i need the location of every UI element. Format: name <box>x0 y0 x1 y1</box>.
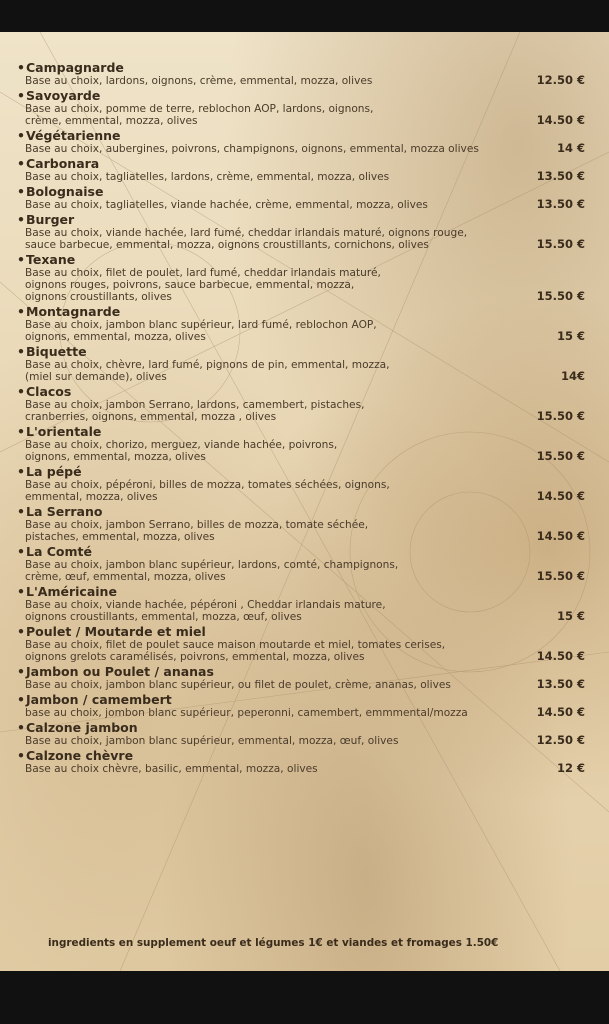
menu-item-description: Base au choix, jambon Serrano, billes de mozza, tomate séchée, <box>25 519 369 531</box>
menu-page <box>0 32 609 971</box>
menu-item-price: 15 € <box>556 609 585 623</box>
menu-item <box>17 544 591 583</box>
menu-item-name: • Jambon / camembert <box>17 692 591 707</box>
menu-item-description: oignons croustillants, olives <box>25 291 172 303</box>
menu-item-description: Base au choix, jambon blanc supérieur, ou filet de poulet, crème, ananas, olives <box>25 679 451 691</box>
menu-item-name: • Burger <box>17 212 591 227</box>
menu-item-description: emmental, mozza, olives <box>25 491 158 503</box>
menu-item-price: 14.50 € <box>536 489 585 503</box>
menu-item <box>17 156 591 183</box>
menu-item <box>17 748 591 775</box>
menu-item-description: crème, emmental, mozza, olives <box>25 115 198 127</box>
menu-item-price: 12 € <box>556 761 585 775</box>
menu-item <box>17 624 591 663</box>
menu-item-price: 15.50 € <box>536 409 585 423</box>
menu-item-description: oignons, emmental, mozza, olives <box>25 331 206 343</box>
menu-item <box>17 212 591 251</box>
menu-item-description: (miel sur demande), olives <box>25 371 167 383</box>
menu-item-description: Base au choix, lardons, oignons, crème, emmental, mozza, olives <box>25 75 373 87</box>
menu-item <box>17 720 591 747</box>
menu-item-description: base au choix, jombon blanc supérieur, peperonni, camembert, emmmental/mozza <box>25 707 468 719</box>
menu-item-name: • Végétarienne <box>17 128 591 143</box>
menu-item-description: Base au choix, jambon blanc supérieur, lard fumé, reblochon AOP, <box>25 319 377 331</box>
menu-item <box>17 60 591 87</box>
menu-item <box>17 88 591 127</box>
menu-item-description: Base au choix, pomme de terre, reblochon AOP, lardons, oignons, <box>25 103 374 115</box>
menu-item-price: 14€ <box>560 369 585 383</box>
menu-item <box>17 384 591 423</box>
menu-item <box>17 504 591 543</box>
supplement-note: ingredients en supplement oeuf et légumes 1€ et viandes et fromages 1.50€ <box>48 937 499 949</box>
menu-item-description: Base au choix, tagliatelles, viande hachée, crème, emmental, mozza, olives <box>25 199 428 211</box>
menu-item <box>17 664 591 691</box>
menu-item-name: • La Comté <box>17 544 591 559</box>
menu-item-price: 14 € <box>556 141 585 155</box>
menu-item-price: 13.50 € <box>536 197 585 211</box>
menu-item-name: • Savoyarde <box>17 88 591 103</box>
menu-item-price: 14.50 € <box>536 113 585 127</box>
menu-item-description: Base au choix, tagliatelles, lardons, crème, emmental, mozza, olives <box>25 171 390 183</box>
pizza-menu-list <box>17 60 591 776</box>
menu-item-description: Base au choix, pépéroni, billes de mozza, tomates séchées, oignons, <box>25 479 390 491</box>
menu-item-name: • Campagnarde <box>17 60 591 75</box>
menu-item-name: • Bolognaise <box>17 184 591 199</box>
menu-item-description: Base au choix, viande hachée, lard fumé, cheddar irlandais maturé, oignons rouge, <box>25 227 468 239</box>
menu-item <box>17 464 591 503</box>
menu-item <box>17 344 591 383</box>
menu-item-price: 15.50 € <box>536 569 585 583</box>
menu-item-price: 12.50 € <box>536 73 585 87</box>
menu-item-price: 13.50 € <box>536 169 585 183</box>
menu-item-price: 15.50 € <box>536 237 585 251</box>
menu-item-description: Base au choix, jambon blanc supérieur, emmental, mozza, œuf, olives <box>25 735 399 747</box>
menu-item-name: • Jambon ou Poulet / ananas <box>17 664 591 679</box>
menu-item <box>17 584 591 623</box>
menu-item <box>17 424 591 463</box>
menu-item-name: • L'Américaine <box>17 584 591 599</box>
menu-item-description: Base au choix, jambon Serrano, lardons, camembert, pistaches, <box>25 399 365 411</box>
menu-item-price: 14.50 € <box>536 529 585 543</box>
menu-item-price: 15.50 € <box>536 289 585 303</box>
menu-item-description: cranberries, oignons, emmental, mozza , olives <box>25 411 277 423</box>
menu-item-price: 12.50 € <box>536 733 585 747</box>
menu-item-name: • Texane <box>17 252 591 267</box>
menu-item-price: 13.50 € <box>536 677 585 691</box>
menu-item <box>17 184 591 211</box>
menu-item-description: Base au choix, viande hachée, pépéroni , Cheddar irlandais mature, <box>25 599 386 611</box>
top-black-bar <box>0 0 609 32</box>
menu-item-description: oignons grelots caramélisés, poivrons, emmental, mozza, olives <box>25 651 365 663</box>
bottom-black-bar <box>0 971 609 1024</box>
menu-item-price: 14.50 € <box>536 705 585 719</box>
menu-item-description: Base au choix chèvre, basilic, emmental, mozza, olives <box>25 763 318 775</box>
menu-item-name: • Calzone jambon <box>17 720 591 735</box>
menu-item-description: oignons rouges, poivrons, sauce barbecue, emmental, mozza, <box>25 279 355 291</box>
menu-item-description: Base au choix, filet de poulet, lard fumé, cheddar irlandais maturé, <box>25 267 381 279</box>
menu-item-description: Base au choix, chorizo, merguez, viande hachée, poivrons, <box>25 439 338 451</box>
menu-item <box>17 304 591 343</box>
menu-item-name: • L'orientale <box>17 424 591 439</box>
menu-item-price: 14.50 € <box>536 649 585 663</box>
menu-item-name: • Carbonara <box>17 156 591 171</box>
menu-item-description: pistaches, emmental, mozza, olives <box>25 531 215 543</box>
menu-item-description: Base au choix, aubergines, poivrons, champignons, oignons, emmental, mozza olives <box>25 143 479 155</box>
menu-item-name: • Clacos <box>17 384 591 399</box>
menu-item-name: • Poulet / Moutarde et miel <box>17 624 591 639</box>
menu-item-name: • La Serrano <box>17 504 591 519</box>
menu-item-name: • Calzone chèvre <box>17 748 591 763</box>
menu-item <box>17 252 591 303</box>
menu-item-description: Base au choix, jambon blanc supérieur, lardons, comté, champignons, <box>25 559 399 571</box>
menu-item-description: Base au choix, chèvre, lard fumé, pignons de pin, emmental, mozza, <box>25 359 390 371</box>
menu-item-name: • Biquette <box>17 344 591 359</box>
menu-item-description: sauce barbecue, emmental, mozza, oignons croustillants, cornichons, olives <box>25 239 429 251</box>
menu-item-description: Base au choix, filet de poulet sauce maison moutarde et miel, tomates cerises, <box>25 639 446 651</box>
menu-item-price: 15 € <box>556 329 585 343</box>
menu-item-price: 15.50 € <box>536 449 585 463</box>
menu-item-description: oignons, emmental, mozza, olives <box>25 451 206 463</box>
menu-item-name: • La pépé <box>17 464 591 479</box>
menu-item-name: • Montagnarde <box>17 304 591 319</box>
menu-item-description: crème, œuf, emmental, mozza, olives <box>25 571 226 583</box>
menu-item <box>17 692 591 719</box>
menu-item <box>17 128 591 155</box>
menu-item-description: oignons croustillants, emmental, mozza, œuf, olives <box>25 611 302 623</box>
